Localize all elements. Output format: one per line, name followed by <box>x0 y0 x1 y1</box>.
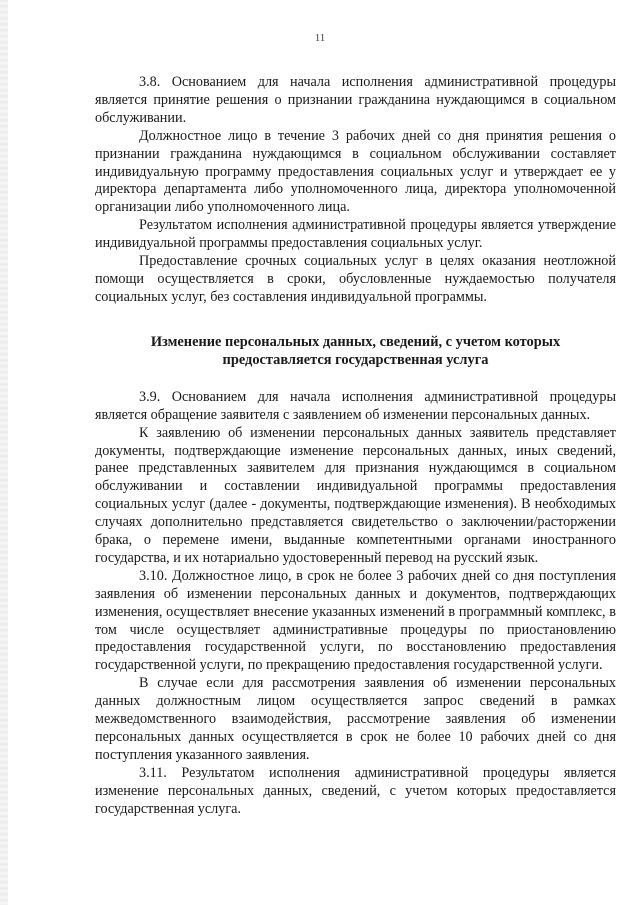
paragraph-3-11: 3.11. Результатом исполнения административной процедуры является изменение персональных данных, сведений, с учетом которых предоставляется государственная услуга. <box>95 764 616 817</box>
paragraph-3-8: 3.8. Основанием для начала исполнения административной процедуры является принятие решения о признании гражданина нуждающимся в социальном обслуживании. <box>95 74 616 126</box>
paragraph-urgent-services: Предоставление срочных социальных услуг в целях оказания неотложной помощи осуществляется в сроки, обусловленные нуждаемостью получателя социальных услуг, без составления индивидуальной программы. <box>95 253 616 305</box>
paragraph-supporting-documents: К заявлению об изменении персональных данных заявитель представляет документы, подтверждающие изменение персональных данных, иных сведений, ранее представленных заявителем для признания нуждающимся в социальном обслуживании и составлении индивидуальной программы предоставления социальных услуг (далее - документы, подтверждающие изменения). В необходимых случаях дополнительно представляется свидетельство о заключении/расторжении брака, о перемене имени, выданные компетентными органами иностранного государства, и их нотариально удостоверенный перевод на русский язык. <box>95 424 616 566</box>
paragraph-3-10: 3.10. Должностное лицо, в срок не более 3 рабочих дней со дня поступления заявления об изменении персональных данных и документов, подтверждающих изменения, осуществляет внесение указанных изменений в программный комплекс, в том числе осуществляет административные процедуры по приостановлению предоставления государственной услуги, по восстановлению предоставления государственной услуги, по прекращению предоставления государственной услуги. <box>95 567 616 674</box>
section-heading: Изменение персональных данных, сведений, с учетом которых предоставляется государственная услуга <box>150 333 561 368</box>
paragraph-3-9: 3.9. Основанием для начала исполнения административной процедуры является обращение заявителя с заявлением об изменении персональных данных. <box>95 388 616 423</box>
document-body <box>95 74 616 819</box>
paragraph-individual-program: Должностное лицо в течение 3 рабочих дней со дня принятия решения о признании гражданина нуждающимся в социальном обслуживании составляет индивидуальную программу предоставления социальных услуг и утверждает ее у директора департамента либо уполномоченного лица, директора уполномоченной организации либо уполномоченного лица. <box>95 127 616 216</box>
page-number: 11 <box>314 32 326 44</box>
scan-edge-decoration <box>0 0 8 905</box>
paragraph-result-3-8: Результатом исполнения административной процедуры является утверждение индивидуальной программы предоставления социальных услуг. <box>95 217 616 252</box>
paragraph-interagency-request: В случае если для рассмотрения заявления об изменении персональных данных должностным лицом осуществляется запрос сведений в рамках межведомственного взаимодействия, рассмотрение заявления об изменении персональных данных осуществляется в срок не более 10 рабочих дней со дня поступления указанного заявления. <box>95 675 616 763</box>
